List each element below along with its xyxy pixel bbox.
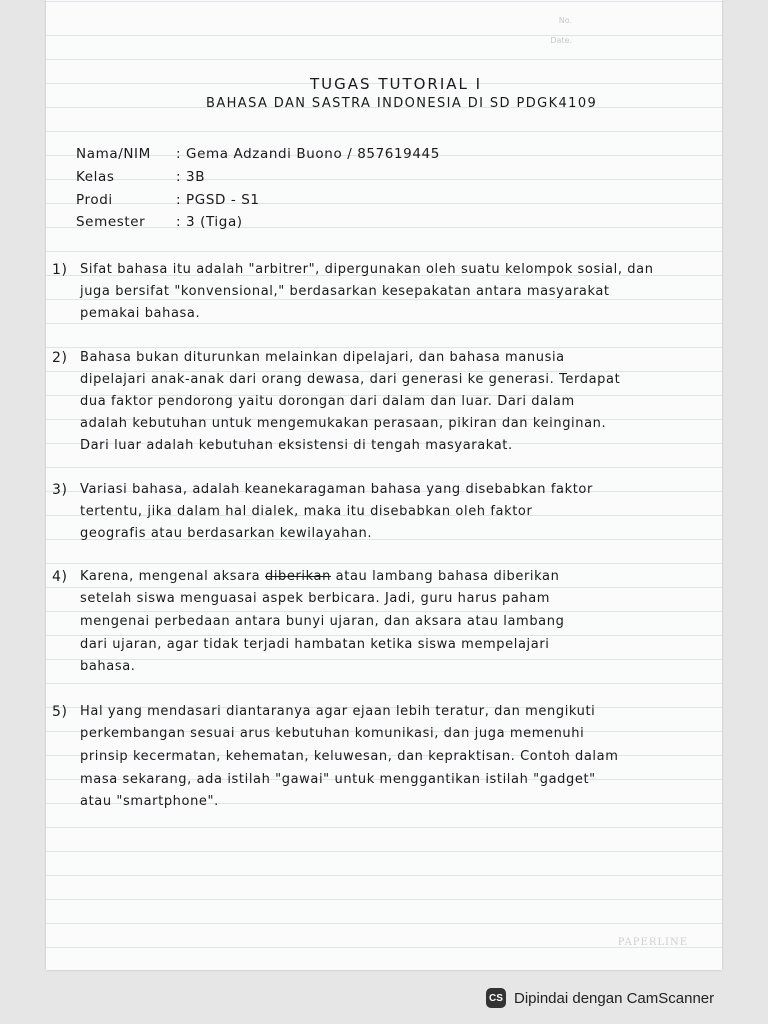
date-label: Date. (550, 36, 572, 45)
answer-line: Bahasa bukan diturunkan melainkan dipelajari, dan bahasa manusia (80, 350, 565, 365)
answer-text: atau lambang bahasa diberikan (330, 569, 560, 584)
answer-line: masa sekarang, ada istilah "gawai" untuk menggantikan istilah "gadget" (80, 772, 596, 787)
identity-value-semester: : 3 (Tiga) (176, 214, 243, 230)
struck-word: diberikan (264, 569, 331, 584)
answer-line: Sifat bahasa itu adalah "arbitrer", dipergunakan oleh suatu kelompok sosial, dan (80, 262, 654, 277)
camscanner-footer (486, 984, 714, 1012)
answer-text: Karena, mengenal aksara (80, 569, 265, 584)
answer-number: 1) (52, 262, 68, 278)
answer-line: perkembangan sesuai arus kebutuhan komunikasi, dan juga memenuhi (80, 726, 585, 741)
answer-line: mengenai perbedaan antara bunyi ujaran, dan aksara atau lambang (80, 614, 565, 629)
answer-line: Dari luar adalah kebutuhan eksistensi di tengah masyarakat. (80, 438, 513, 453)
page-title: TUGAS TUTORIAL I (310, 75, 483, 93)
identity-label-semester: Semester (76, 214, 146, 230)
identity-label-nama: Nama/NIM (76, 146, 151, 162)
identity-label-kelas: Kelas (76, 169, 115, 185)
answer-line: atau "smartphone". (80, 794, 219, 809)
answer-line: setelah siswa menguasai aspek berbicara. Jadi, guru harus paham (80, 591, 551, 606)
answer-line: adalah kebutuhan untuk mengemukakan perasaan, pikiran dan keinginan. (80, 416, 607, 431)
identity-value-prodi: : PGSD - S1 (176, 192, 260, 208)
answer-line: dari ujaran, agar tidak terjadi hambatan ketika siswa mempelajari (80, 637, 550, 652)
answer-line: pemakai bahasa. (80, 306, 201, 321)
answer-line: prinsip kecermatan, kehematan, keluwesan, dan kepraktisan. Contoh dalam (80, 749, 619, 764)
notebook-page (46, 0, 722, 970)
answer-line: Variasi bahasa, adalah keanekaragaman bahasa yang disebabkan faktor (80, 482, 593, 497)
answer-line: juga bersifat "konvensional," berdasarkan kesepakatan antara masyarakat (80, 284, 610, 299)
answer-number: 4) (52, 569, 68, 585)
page-subtitle: BAHASA DAN SASTRA INDONESIA DI SD PDGK4109 (206, 96, 598, 111)
answer-line: geografis atau berdasarkan kewilayahan. (80, 526, 373, 541)
no-label: No. (558, 16, 572, 25)
answer-line: Hal yang mendasari diantaranya agar ejaan lebih teratur, dan mengikuti (80, 704, 596, 719)
answer-line: bahasa. (80, 659, 136, 674)
identity-value-kelas: : 3B (176, 169, 206, 185)
paper-brand-watermark: PAPERLINE (617, 937, 688, 948)
answer-line: tertentu, jika dalam hal dialek, maka itu disebabkan oleh faktor (80, 504, 533, 519)
answer-line (80, 569, 559, 584)
answer-line: dipelajari anak-anak dari orang dewasa, dari generasi ke generasi. Terdapat (80, 372, 621, 387)
answer-number: 2) (52, 350, 68, 366)
identity-value-nama: : Gema Adzandi Buono / 857619445 (176, 146, 440, 162)
answer-number: 5) (52, 704, 68, 720)
answer-number: 3) (52, 482, 68, 498)
camscanner-text: Dipindai dengan CamScanner (514, 989, 715, 1007)
camscanner-logo-icon: CS (486, 988, 506, 1008)
identity-label-prodi: Prodi (76, 192, 113, 208)
answer-line: dua faktor pendorong yaitu dorongan dari dalam dan luar. Dari dalam (80, 394, 575, 409)
